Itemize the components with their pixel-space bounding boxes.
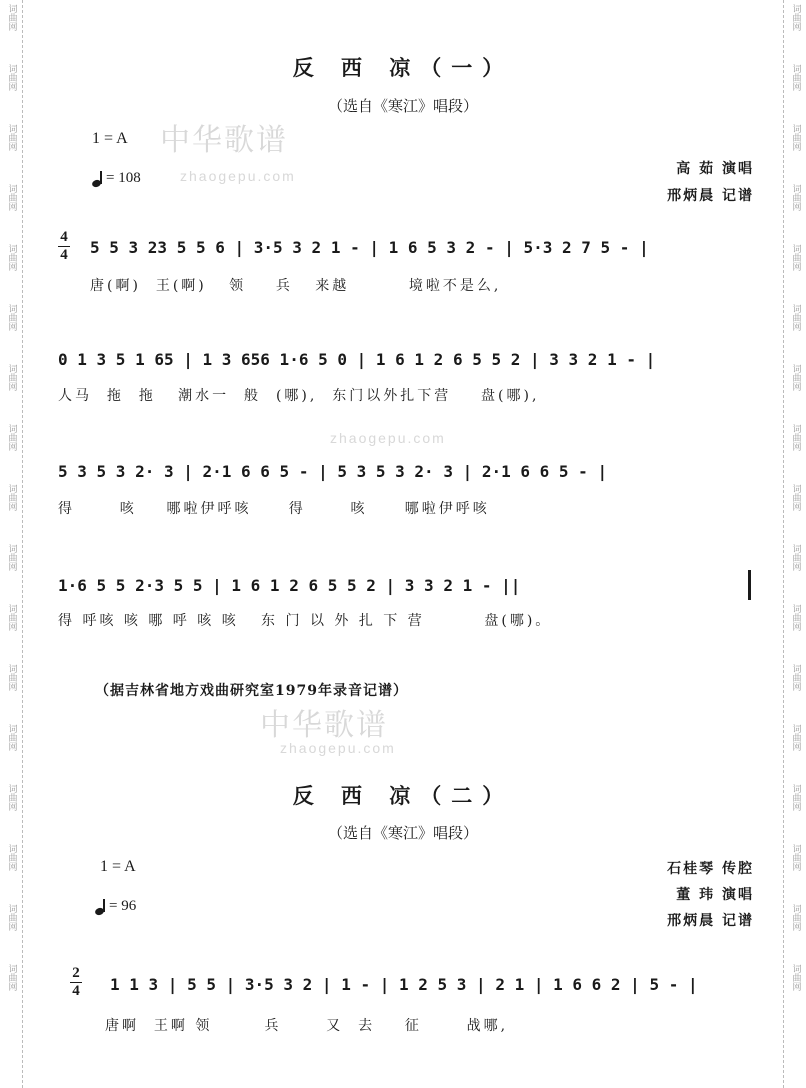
watermark-site: zhaogepu.com (330, 430, 446, 446)
piece1-subtitle: （选自《寒江》唱段） (327, 97, 478, 115)
piece2-credit-transcriber: 邢炳晨 记谱 (667, 913, 754, 929)
watermark-site: zhaogepu.com (180, 168, 296, 184)
piece1-lyrics-line-2: 人马 拖 拖 潮水一 般 (哪), 东门以外扎下营 盘(哪), (58, 388, 540, 404)
piece1-lyrics-line-1: 唐(啊) 王(啊) 领 兵 来越 境啦不是么, (90, 278, 502, 294)
piece1-credit-transcriber: 邢炳晨 记谱 (667, 188, 754, 204)
piece1-source-note: （据吉林省地方戏曲研究室1979年录音记谱） (95, 683, 408, 699)
quarter-note-icon (92, 171, 102, 187)
piece2-key: 1 = A (100, 858, 136, 875)
piece1-notation-line-2: 0 1 3 5 1 65 | 1 3 656 1·6 5 0 | 1 6 1 2 6 5 5 2 | 3 3 2 1 - | (58, 350, 656, 369)
piece1-credit-singer: 高 茹 演唱 (676, 161, 754, 177)
piece1-lyrics-line-4: 得 呼咳 咳 哪 呼 咳 咳 东 门 以 外 扎 下 营 盘(哪)。 (58, 613, 553, 629)
margin-watermark-text: 词曲网 (6, 4, 17, 31)
final-barline (748, 570, 751, 600)
piece2-tempo: = 96 (95, 898, 136, 915)
piece1-time-signature: 4 4 (58, 230, 70, 263)
piece2-subtitle: （选自《寒江》唱段） (327, 824, 478, 842)
piece2-lyrics-line-1: 唐啊 王啊 领 兵 又 去 征 战哪, (105, 1018, 509, 1034)
watermark-brand: 中华歌谱 (160, 124, 288, 157)
piece1-tempo: = 108 (92, 170, 141, 187)
piece1-notation-line-1: 5 5 3 23 5 5 6 | 3·5 3 2 1 - | 1 6 5 3 2 - | 5·3 2 7 5 - | (90, 238, 649, 257)
watermark-brand: 中华歌谱 (260, 709, 388, 742)
piece2-credit-arranger: 石桂琴 传腔 (667, 861, 754, 877)
piece2-title: 反 西 凉（二） (292, 783, 514, 808)
piece2-time-signature: 2 4 (70, 966, 82, 999)
watermark-site: zhaogepu.com (280, 740, 396, 756)
piece1-lyrics-line-3: 得 咳 哪啦伊呼咳 得 咳 哪啦伊呼咳 (58, 501, 490, 517)
piece2-credit-singer: 董 玮 演唱 (676, 887, 754, 903)
piece1-title: 反 西 凉（一） (292, 55, 514, 80)
piece1-notation-line-3: 5 3 5 3 2· 3 | 2·1 6 6 5 - | 5 3 5 3 2· 3 | 2·1 6 6 5 - | (58, 462, 608, 481)
piece2-notation-line-1: 1 1 3 | 5 5 | 3·5 3 2 | 1 - | 1 2 5 3 | 2 1 | 1 6 6 2 | 5 - | (110, 975, 698, 994)
left-margin-watermark: 词曲网 词曲网 词曲网 词曲网 词曲网 词曲网 词曲网 词曲网 词曲网 词曲网 词曲网 词曲网 词曲网 词曲网 词曲网 词曲网 词曲网 (0, 0, 23, 1088)
piece1-key: 1 = A (92, 130, 128, 147)
right-margin-watermark: 词曲网 词曲网 词曲网 词曲网 词曲网 词曲网 词曲网 词曲网 词曲网 词曲网 词曲网 词曲网 词曲网 词曲网 词曲网 词曲网 词曲网 (783, 0, 806, 1088)
quarter-note-icon (95, 899, 105, 915)
piece1-notation-line-4: 1·6 5 5 2·3 5 5 | 1 6 1 2 6 5 5 2 | 3 3 2 1 - || (58, 576, 521, 595)
